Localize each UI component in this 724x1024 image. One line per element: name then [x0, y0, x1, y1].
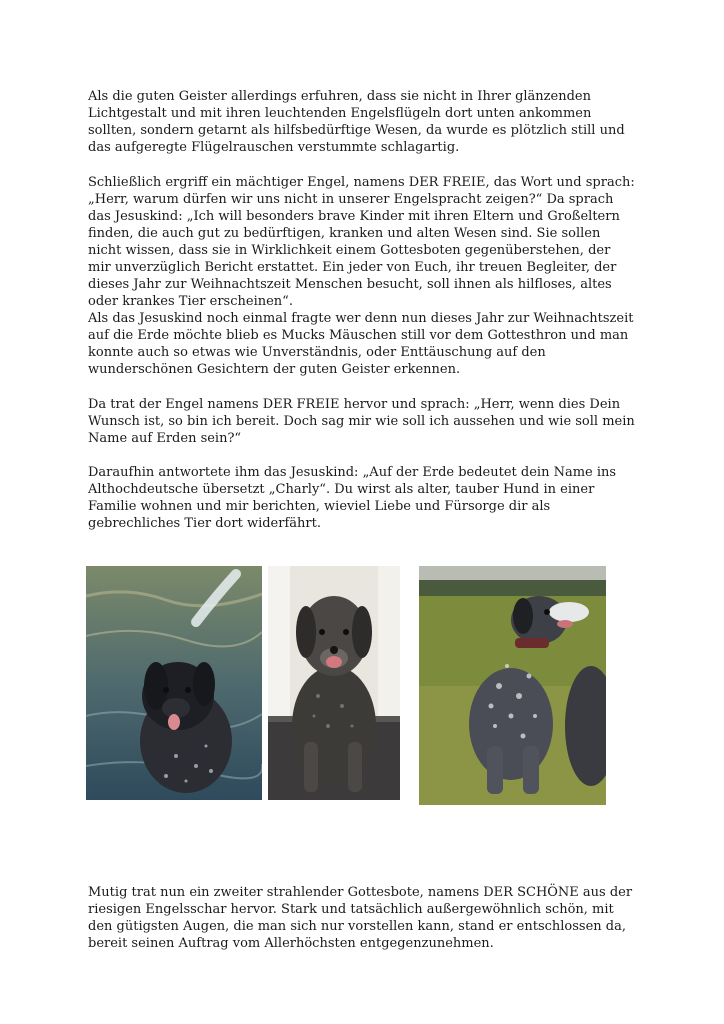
paragraph-3: Als das Jesuskind noch einmal fragte wer denn nun dieses Jahr zur Weihnachtszeit auf die Erde möchte blieb es Mucks Mäuschen still vor dem Gottesthron und man konnte auch so etwas wie Unverständnis, oder Enttäuschung auf den wunderschönen Gesichtern der guten Geister erkennen. [88, 311, 634, 377]
photo-dog-swimming [86, 566, 262, 800]
paragraph-2: Schließlich ergriff ein mächtiger Engel, namens DER FREIE, das Wort und sprach: „Herr, warum dürfen wir uns nicht in unserer Engelspracht zeigen?“ Da sprach das Jesuskind: „Ich will besonders brave Kinder mit ihren Eltern und Großeltern finden, die auch gut zu bedürftigen, kranken und alten Wesen sind. Sie sollen nicht wissen, dass sie in Wirklichkeit einem Gottesboten gegenüberstehen, der mir unverzüglich Bericht erstattet. Ein jeder von Euch, ihr treuen Begleiter, der dieses Jahr zur Weihnachtszeit Menschen besucht, soll ihnen als hilfloses, altes oder krankes Tier erscheinen“. [88, 175, 635, 309]
photo-dog-indoors [268, 566, 400, 800]
paragraph-5: Daraufhin antwortete ihm das Jesuskind: „Auf der Erde bedeutet dein Name ins Althochdeutsche übersetzt „Charly“. Du wirst als alter, tauber Hund in einer Familie wohnen und mir berichten, wieviel Liebe und Fürsorge dir als gebrechliches Tier dort widerfährt. [88, 465, 617, 531]
paragraph-6: Mutig trat nun ein zweiter strahlender Gottesbote, namens DER SCHÖNE aus der riesigen Engelsschar hervor. Stark und tatsächlich außergewöhnlich schön, mit den gütigsten Augen, die man sich nur vorstellen kann, stand er entschlossen da, bereit seinen Auftrag vom Allerhöchsten entgegenzunehmen. [88, 885, 633, 951]
paragraph-1: Als die guten Geister allerdings erfuhren, dass sie nicht in Ihrer glänzenden Lichtgestalt und mit ihren leuchtenden Engelsflügeln dort unten ankommen sollten, sondern getarnt als hilfsbedürftige Wesen, da wurde es plötzlich still und das aufgeregte Flügelrauschen verstummte schlagartig. [88, 89, 625, 155]
photo-dog-meadow [419, 566, 606, 805]
paragraph-4: Da trat der Engel namens DER FREIE hervor und sprach: „Herr, wenn dies Dein Wunsch ist, so bin ich bereit. Doch sag mir wie soll ich aussehen und wie soll mein Name auf Erden sein?“ [88, 397, 635, 446]
